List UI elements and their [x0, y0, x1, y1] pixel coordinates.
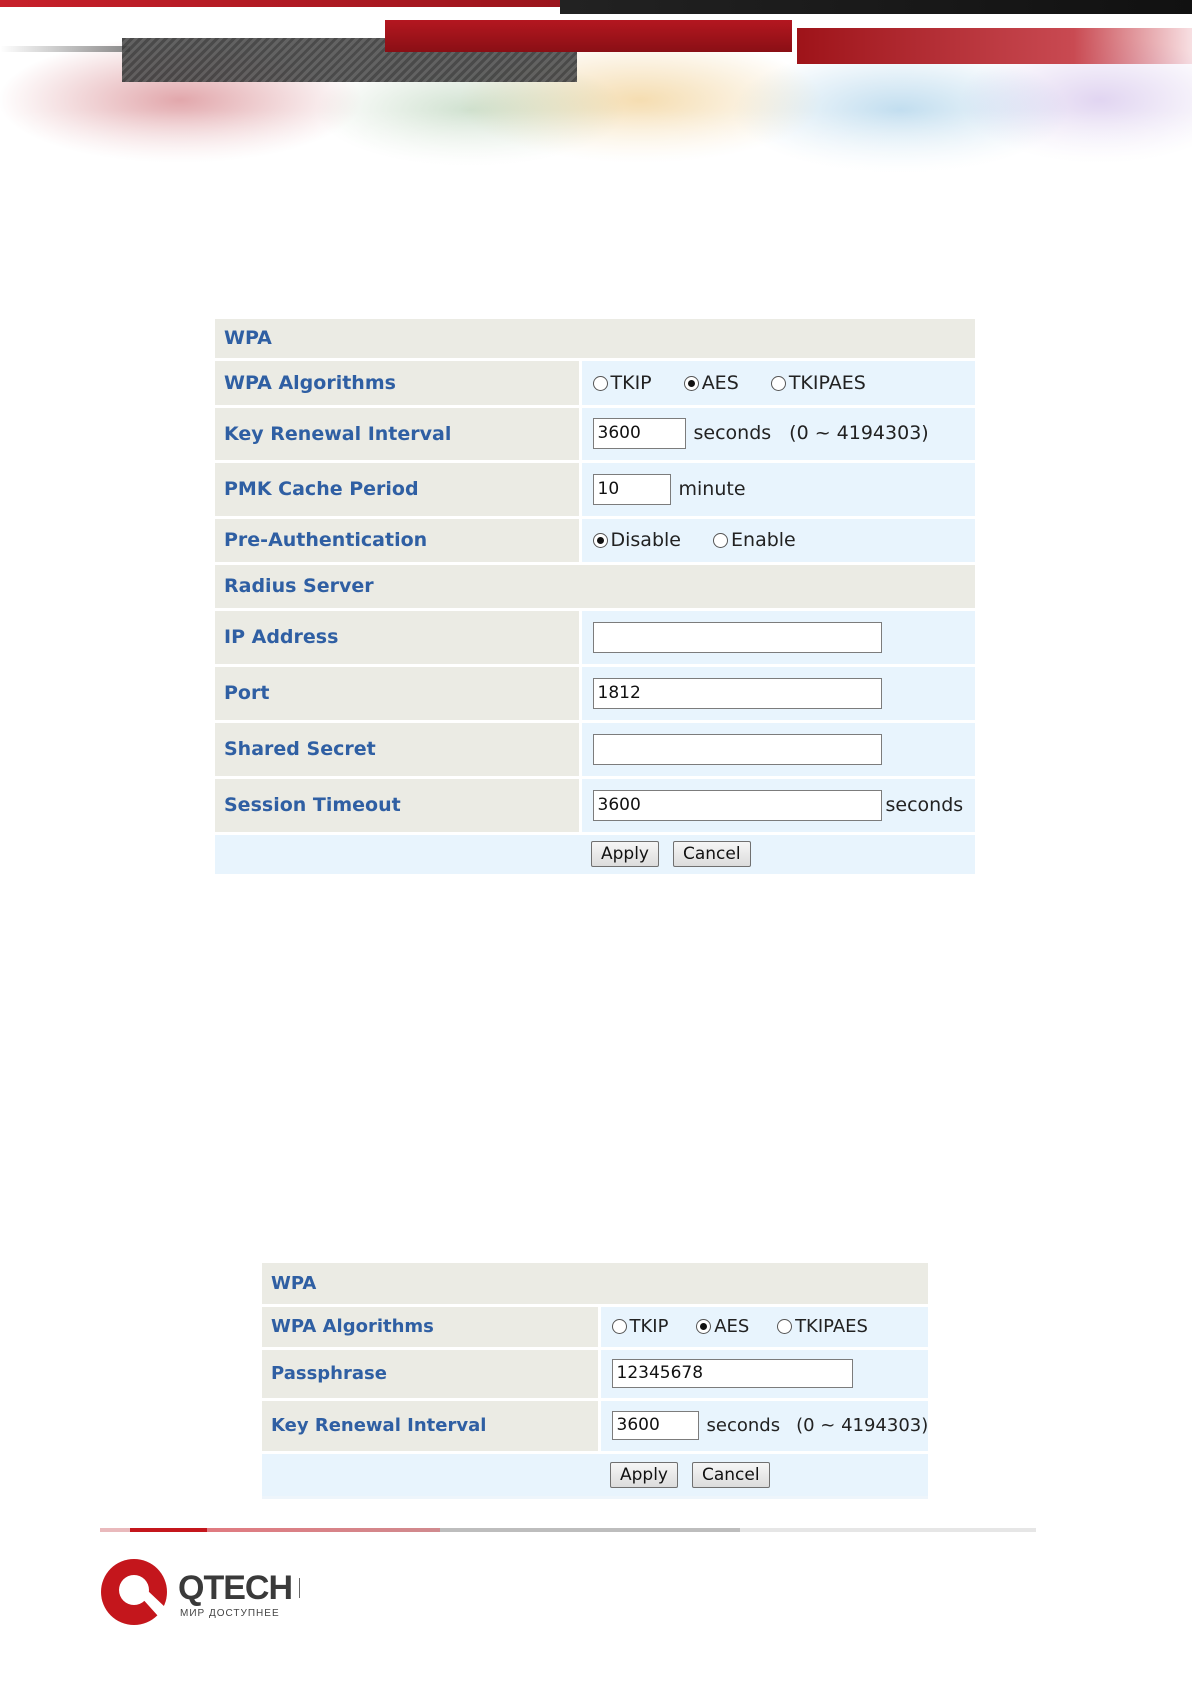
wpa-radius-settings-table	[215, 319, 975, 874]
cancel-button[interactable]: Cancel	[692, 1462, 770, 1488]
key-renewal-unit: seconds	[693, 422, 772, 444]
radio-option-aes[interactable]	[696, 1316, 749, 1337]
radio-checked-icon[interactable]	[696, 1319, 711, 1334]
section-title-wpa: WPA	[215, 319, 975, 359]
key-renewal-range: (0 ~ 4194303)	[796, 1414, 929, 1436]
radio-unchecked-icon[interactable]	[771, 376, 786, 391]
radio-option-aes[interactable]	[684, 372, 739, 394]
wpa-psk-settings-panel	[262, 1263, 928, 1499]
section-header-row	[262, 1263, 928, 1305]
passphrase-cell	[599, 1348, 928, 1399]
section-title-radius: Radius Server	[215, 563, 975, 609]
footer-separator	[299, 1578, 300, 1598]
wpa-psk-settings-table	[262, 1263, 928, 1496]
key-renewal-row	[262, 1399, 928, 1452]
radio-unchecked-icon[interactable]	[593, 376, 608, 391]
radius-section-row	[215, 563, 975, 609]
radio-option-enable[interactable]	[713, 529, 796, 551]
radio-option-tkip[interactable]	[593, 372, 652, 394]
pre-auth-label: Pre-Authentication	[215, 517, 580, 563]
radio-label: TKIP	[610, 371, 652, 394]
port-input[interactable]: 1812	[593, 678, 882, 709]
key-renewal-cell	[580, 406, 975, 461]
ip-address-label: IP Address	[215, 609, 580, 665]
wpa-algorithms-radio-group	[599, 1305, 928, 1348]
banner-red-stripe-right	[797, 28, 1192, 64]
radio-checked-icon[interactable]	[684, 376, 699, 391]
wpa-radius-settings-panel	[215, 319, 975, 874]
passphrase-label: Passphrase	[262, 1348, 599, 1399]
port-cell	[580, 665, 975, 721]
wpa-algorithms-radio-group	[580, 359, 975, 406]
key-renewal-input[interactable]: 3600	[612, 1411, 699, 1440]
shared-secret-label: Shared Secret	[215, 721, 580, 777]
cancel-button[interactable]: Cancel	[673, 841, 751, 867]
radio-unchecked-icon[interactable]	[713, 533, 728, 548]
pre-auth-radio-group	[580, 517, 975, 563]
radio-option-tkipaes[interactable]	[777, 1316, 868, 1337]
session-timeout-cell	[580, 777, 975, 833]
radio-option-disable[interactable]	[593, 529, 681, 551]
section-header-row	[215, 319, 975, 359]
brand-slogan: МИР ДОСТУПНЕЕ	[180, 1608, 280, 1619]
ip-address-input[interactable]	[593, 622, 882, 653]
wpa-algorithms-row	[262, 1305, 928, 1348]
passphrase-row	[262, 1348, 928, 1399]
radio-label: TKIPAES	[795, 1316, 868, 1337]
banner-black-stripe	[560, 0, 1192, 14]
radio-label: TKIPAES	[788, 371, 866, 394]
port-label: Port	[215, 665, 580, 721]
pmk-cache-input[interactable]: 10	[593, 474, 671, 505]
passphrase-input[interactable]: 12345678	[612, 1359, 853, 1388]
button-row	[262, 1452, 928, 1496]
banner-red-stripe	[385, 20, 792, 52]
key-renewal-label: Key Renewal Interval	[215, 406, 580, 461]
ip-address-row	[215, 609, 975, 665]
wpa-algorithms-label: WPA Algorithms	[215, 359, 580, 406]
radio-label: AES	[701, 371, 739, 394]
key-renewal-row	[215, 406, 975, 461]
pre-auth-row	[215, 517, 975, 563]
session-timeout-unit: seconds	[885, 793, 964, 816]
radio-option-tkip[interactable]	[612, 1316, 669, 1337]
button-row-spacer	[215, 833, 580, 874]
section-title-wpa: WPA	[262, 1263, 928, 1305]
key-renewal-input[interactable]: 3600	[593, 418, 686, 449]
radio-unchecked-icon[interactable]	[777, 1319, 792, 1334]
session-timeout-label: Session Timeout	[215, 777, 580, 833]
button-row-spacer	[262, 1452, 599, 1496]
ip-address-cell	[580, 609, 975, 665]
apply-button[interactable]: Apply	[610, 1462, 678, 1488]
header-banner	[0, 0, 1192, 200]
key-renewal-cell	[599, 1399, 928, 1452]
pmk-cache-label: PMK Cache Period	[215, 461, 580, 517]
radio-label: Disable	[610, 529, 681, 551]
radio-label: Enable	[731, 529, 796, 551]
shared-secret-row	[215, 721, 975, 777]
key-renewal-unit: seconds	[706, 1414, 781, 1436]
wpa-algorithms-row	[215, 359, 975, 406]
brand-name: QTECH	[178, 1569, 292, 1607]
radio-checked-icon[interactable]	[593, 533, 608, 548]
port-row	[215, 665, 975, 721]
button-row	[215, 833, 975, 874]
pmk-cache-row	[215, 461, 975, 517]
radio-option-tkipaes[interactable]	[771, 372, 866, 394]
key-renewal-range: (0 ~ 4194303)	[789, 422, 929, 444]
banner-fade	[0, 110, 1192, 200]
button-row-cell	[599, 1452, 928, 1496]
radio-label: AES	[714, 1316, 750, 1337]
shared-secret-cell	[580, 721, 975, 777]
session-timeout-row	[215, 777, 975, 833]
shared-secret-input[interactable]	[593, 734, 882, 765]
wpa-algorithms-label: WPA Algorithms	[262, 1305, 599, 1348]
key-renewal-label: Key Renewal Interval	[262, 1399, 599, 1452]
radio-label: TKIP	[629, 1316, 669, 1337]
qtech-logo-icon	[100, 1556, 172, 1628]
footer-divider	[100, 1528, 1036, 1532]
pmk-cache-unit: minute	[678, 477, 746, 500]
radio-unchecked-icon[interactable]	[612, 1319, 627, 1334]
apply-button[interactable]: Apply	[591, 841, 659, 867]
pmk-cache-cell	[580, 461, 975, 517]
session-timeout-input[interactable]: 3600	[593, 790, 882, 821]
button-row-cell	[580, 833, 975, 874]
banner-thin-stripe	[0, 46, 130, 52]
